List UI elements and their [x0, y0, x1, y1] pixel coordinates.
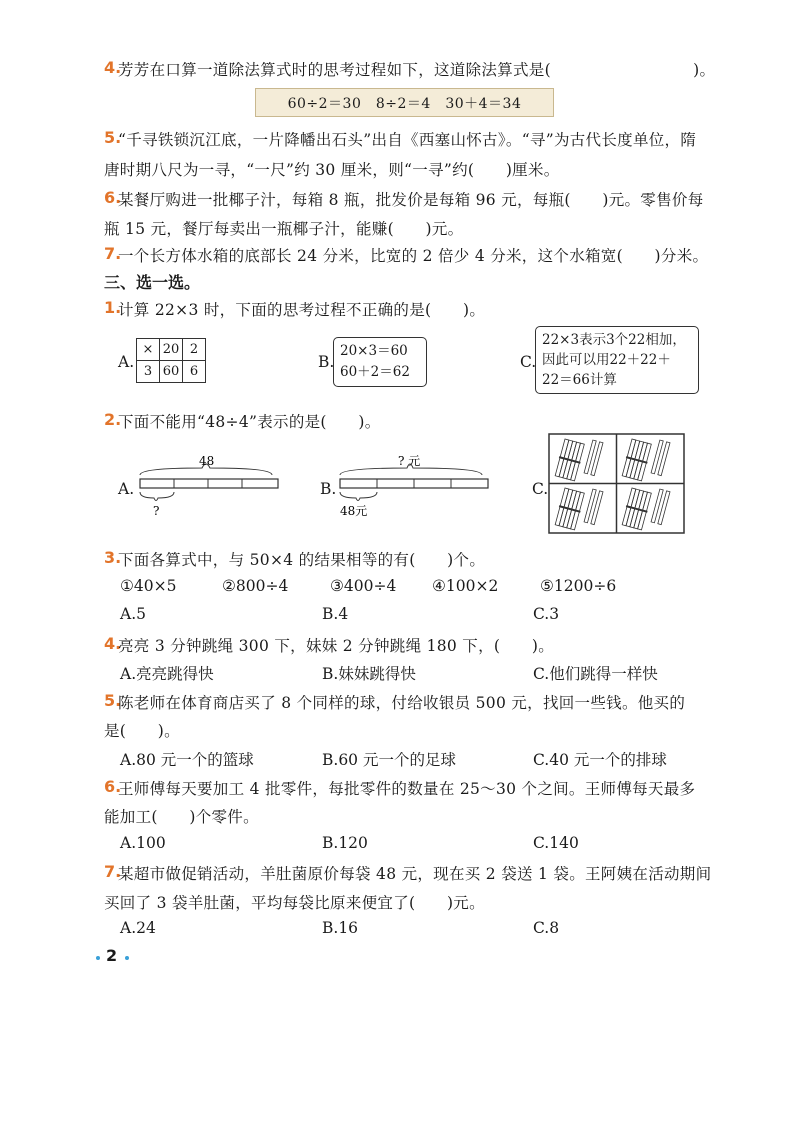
- option-b-box: [333, 337, 427, 387]
- question-number: 5.: [104, 691, 122, 710]
- option-c-label: C.: [532, 480, 549, 498]
- option-b[interactable]: B.4: [322, 605, 349, 623]
- option-a[interactable]: A.5: [120, 605, 146, 623]
- bottom-label: 48元: [340, 504, 368, 518]
- question-number: 7.: [104, 244, 122, 263]
- question-text: 一个长方体水箱的底部长 24 分米，比宽的 2 倍少 4 分米，这个水箱宽( )分米。: [118, 247, 709, 265]
- question-text-line1: 某餐厅购进一批椰子汁，每箱 8 瓶，批发价是每箱 96 元，每瓶( )元。零售价每: [118, 191, 704, 209]
- question-number: 3.: [104, 548, 122, 567]
- segment-diagram-b: [332, 455, 497, 525]
- page-dot-left: [96, 956, 100, 960]
- option-b-label: B.: [318, 353, 335, 371]
- option-b[interactable]: B.120: [322, 834, 368, 852]
- question-text-line1: 王师傅每天要加工 4 批零件，每批零件的数量在 25～30 个之间。王师傅每天最多: [118, 780, 696, 798]
- expression-3: ③400÷4: [330, 577, 397, 595]
- explain-line: 22＝66计算: [542, 372, 617, 388]
- explain-line: 因此可以用22＋22＋: [542, 352, 671, 368]
- option-c[interactable]: C.140: [533, 834, 579, 852]
- top-label: ? 元: [398, 455, 421, 468]
- bar: [140, 479, 278, 488]
- question-text-line2: 唐时期八尺为一寻，“一尺”约 30 厘米，则“一寻”约( )厘米。: [104, 161, 560, 179]
- page-dot-right: [125, 956, 129, 960]
- grid-cell: 20: [160, 339, 183, 361]
- grid-cell: 3: [137, 361, 160, 383]
- bottom-brace: [340, 492, 377, 501]
- question-text: 芳芳在口算一道除法算式时的思考过程如下，这道除法算式是( )。: [118, 61, 716, 79]
- question-number: 5.: [104, 128, 122, 147]
- option-c-box: [535, 326, 699, 394]
- grid-cell: ×: [137, 339, 160, 361]
- question-text: 下面不能用“48÷4”表示的是( )。: [118, 413, 381, 431]
- option-a[interactable]: A.80 元一个的篮球: [120, 751, 254, 769]
- question-number: 2.: [104, 410, 122, 429]
- question-text-line2: 能加工( )个零件。: [104, 808, 259, 826]
- question-text-line1: 某超市做促销活动，羊肚菌原价每袋 48 元，现在买 2 袋送 1 袋。王阿姨在活动期间: [118, 865, 712, 883]
- option-a[interactable]: A.24: [120, 919, 156, 937]
- question-number: 6.: [104, 188, 122, 207]
- segment-diagram-a: [132, 455, 282, 525]
- option-a-label: A.: [118, 480, 135, 498]
- option-c[interactable]: C.3: [533, 605, 560, 623]
- option-c[interactable]: C.他们跳得一样快: [533, 665, 658, 683]
- grid-cell: 2: [183, 339, 206, 361]
- expression-5: ⑤1200÷6: [540, 577, 617, 595]
- question-text-line1: 陈老师在体育商店买了 8 个同样的球，付给收银员 500 元，找回一些钱。他买的: [118, 694, 686, 712]
- option-b-label: B.: [320, 480, 337, 498]
- question-text: 亮亮 3 分钟跳绳 300 下，妹妹 2 分钟跳绳 180 下，( )。: [118, 637, 555, 655]
- question-number: 7.: [104, 862, 122, 881]
- page-number: 2: [106, 946, 118, 965]
- calc-line: 60＋2＝62: [340, 364, 410, 380]
- question-text-line2: 买回了 3 袋羊肚菌，平均每袋比原来便宜了( )元。: [104, 894, 485, 912]
- expression-1: ①40×5: [120, 577, 177, 595]
- question-text: 计算 22×3 时，下面的思考过程不正确的是( )。: [118, 301, 486, 319]
- thinking-process-box: 60÷2＝30 8÷2＝4 30＋4＝34: [255, 88, 554, 117]
- question-text-line1: “千寻铁锁沉江底，一片降幡出石头”出自《西塞山怀古》。“寻”为古代长度单位，隋: [118, 131, 697, 149]
- option-c[interactable]: C.8: [533, 919, 560, 937]
- sticks-grid-diagram: [548, 433, 686, 535]
- multiplication-grid: [136, 338, 206, 383]
- question-text: 下面各算式中，与 50×4 的结果相等的有( )个。: [118, 551, 486, 569]
- bottom-brace: [140, 492, 174, 501]
- question-text-line2: 瓶 15 元，餐厅每卖出一瓶椰子汁，能赚( )元。: [104, 220, 464, 238]
- expression-4: ④100×2: [432, 577, 499, 595]
- top-label: 48: [199, 455, 215, 468]
- question-number: 4.: [104, 634, 122, 653]
- grid-cell: 60: [160, 361, 183, 383]
- question-number: 4.: [104, 58, 122, 77]
- bottom-label: ?: [153, 504, 160, 518]
- option-c-label: C.: [520, 353, 537, 371]
- option-b[interactable]: B.妹妹跳得快: [322, 665, 416, 683]
- explain-line: 22×3表示3个22相加，: [542, 332, 686, 348]
- question-number: 1.: [104, 298, 122, 317]
- option-a-label: A.: [118, 353, 135, 371]
- option-b[interactable]: B.60 元一个的足球: [322, 751, 456, 769]
- section-heading: 三、选一选。: [104, 273, 201, 292]
- option-a[interactable]: A.亮亮跳得快: [120, 665, 214, 683]
- calc-line: 20×3＝60: [340, 343, 408, 359]
- option-a[interactable]: A.100: [120, 834, 166, 852]
- option-c[interactable]: C.40 元一个的排球: [533, 751, 667, 769]
- grid-cell: 6: [183, 361, 206, 383]
- question-text-line2: 是( )。: [104, 722, 180, 740]
- option-b[interactable]: B.16: [322, 919, 359, 937]
- expression-2: ②800÷4: [222, 577, 289, 595]
- question-number: 6.: [104, 777, 122, 796]
